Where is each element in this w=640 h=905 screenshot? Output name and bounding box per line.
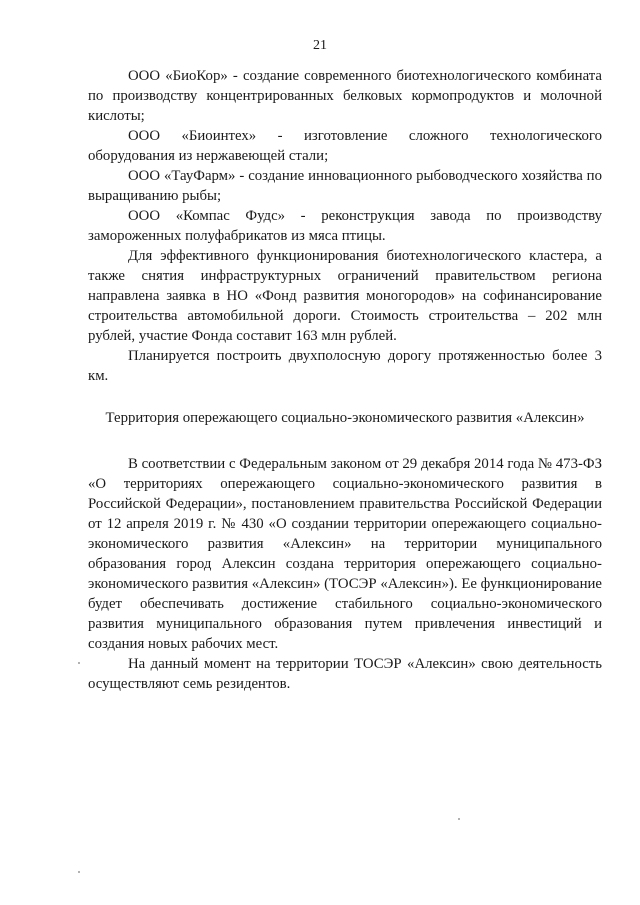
paragraph-residents: На данный момент на территории ТОСЭР «Алексин» свою деятельность осуществляют семь резидентов. (88, 656, 602, 692)
paragraph-taufarm: ООО «ТауФарм» - создание инновационного рыбоводческого хозяйства по выращиванию рыбы; (88, 168, 602, 204)
section-heading: Территория опережающего социально-экономического развития «Алексин» (105, 410, 585, 426)
paragraph-kompas-fuds: ООО «Компас Фудс» - реконструкция завода по производству замороженных полуфабрикатов из мяса птицы. (88, 208, 602, 244)
paragraph-road-plan: Планируется построить двухполосную дорогу протяженностью более 3 км. (88, 348, 602, 384)
scan-speck (78, 662, 80, 664)
paragraph-road-funding: Для эффективного функционирования биотехнологического кластера, а также снятия инфраструктурных ограничений правительством региона направлена заявка в НО «Фонд развития моногородов» на софинансирование строительства автомобильной дороги. Стоимость строительства – 202 млн рублей, участие Фонда составит 163 млн рублей. (88, 248, 602, 344)
page-body (88, 66, 602, 694)
paragraph-biointeh: ООО «Биоинтех» - изготовление сложного технологического оборудования из нержавеющей стали; (88, 128, 602, 164)
paragraph-tosar-law: В соответствии с Федеральным законом от 29 декабря 2014 года № 473-ФЗ «О территориях опережающего социально-экономического развития в Российской Федерации», постановлением правительства Российской Федерации от 12 апреля 2019 г. № 430 «О создании территории опережающего социально-экономического развития «Алексин» на территории муниципального образования город Алексин создана территория опережающего социально-экономического развития «Алексин» (ТОСЭР «Алексин»). Ее функционирование будет обеспечивать достижение стабильного социально-экономического развития муниципального образования путем привлечения инвестиций и создания новых рабочих мест. (88, 456, 602, 652)
scan-speck (78, 871, 80, 873)
scan-speck (458, 818, 460, 820)
paragraph-biokor: ООО «БиоКор» - создание современного биотехнологического комбината по производству концентрированных белковых кормопродуктов и молочной кислоты; (88, 68, 602, 124)
page-number: 21 (313, 38, 327, 53)
